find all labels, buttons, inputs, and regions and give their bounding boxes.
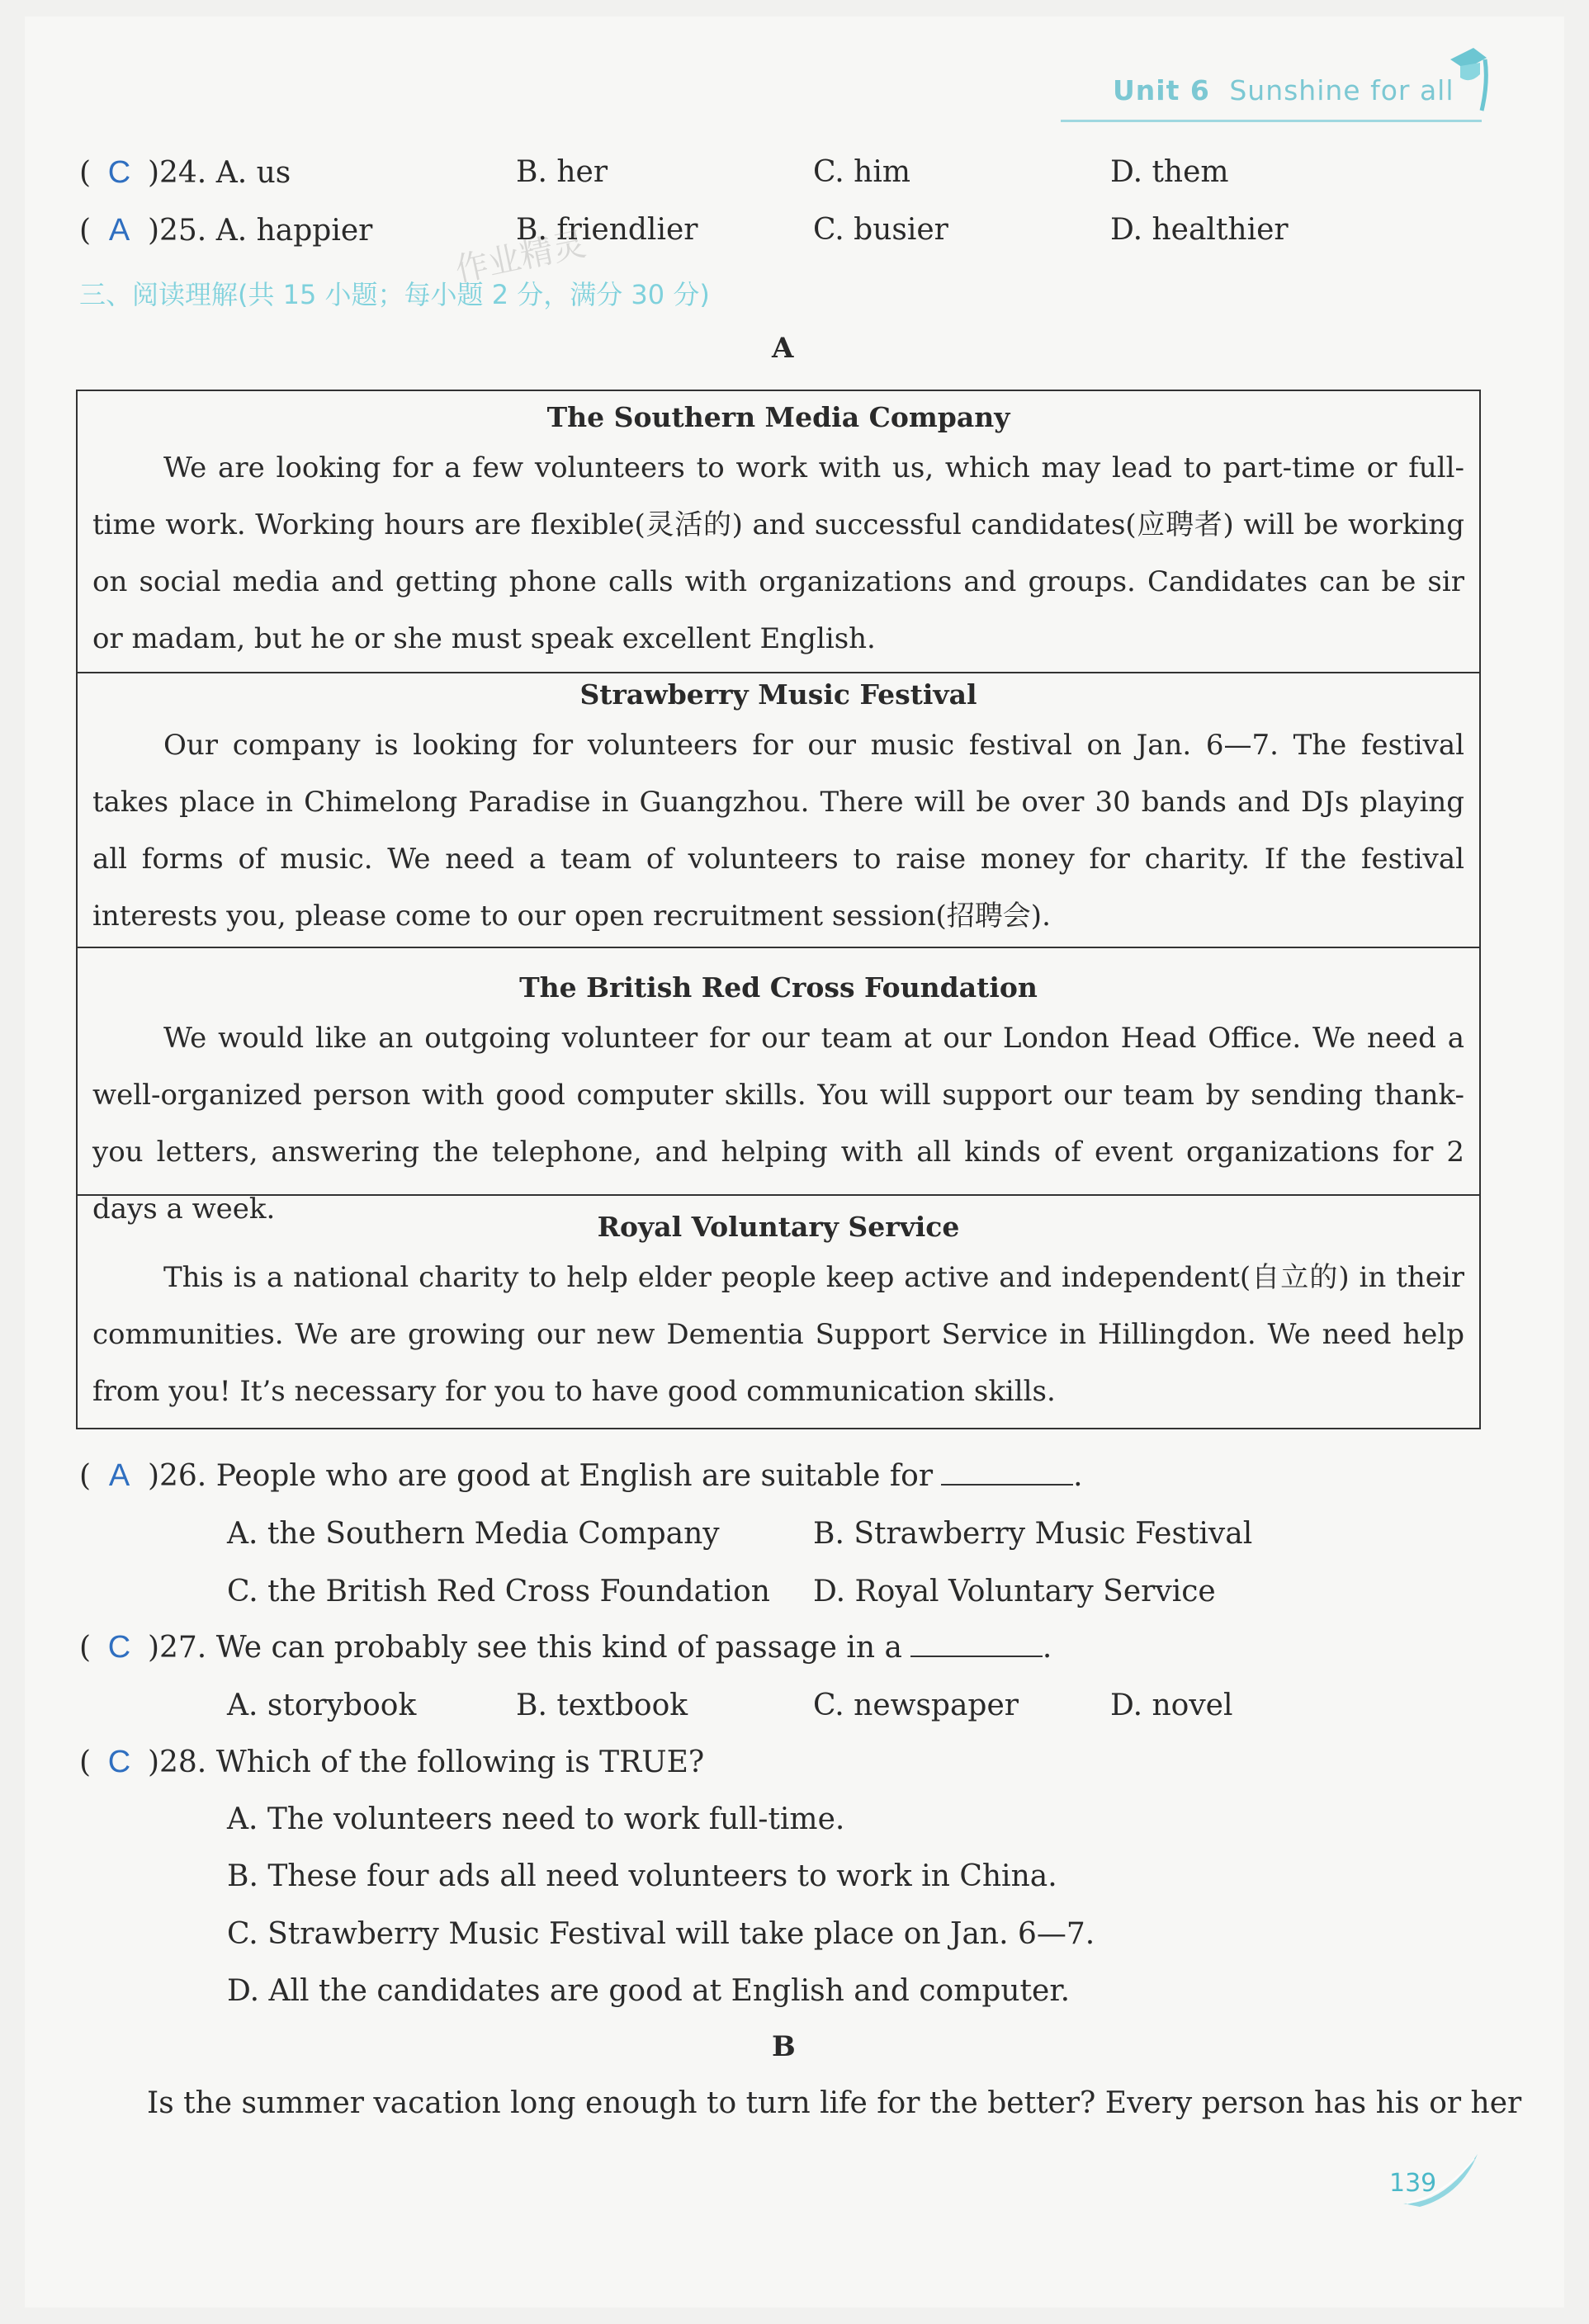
- option-26-b: B. Strawberry Music Festival: [813, 1517, 1253, 1551]
- ad-strawberry-festival: [78, 673, 1479, 948]
- passage-a-label: A: [772, 332, 794, 365]
- option-25-c: C. busier: [813, 213, 948, 247]
- option-24-b: B. her: [516, 155, 608, 189]
- ad-4-title: Royal Voluntary Service: [597, 1211, 960, 1243]
- ad-royal-voluntary: [78, 1196, 1479, 1428]
- option-28-a: A. The volunteers need to work full-time.: [227, 1802, 845, 1836]
- ad-1-title: The Southern Media Company: [546, 401, 1010, 433]
- question-25: ( A )25. A. happier: [79, 213, 373, 248]
- passage-b-first-line: Is the summer vacation long enough to turn life for the better? Every person has his or her: [147, 2086, 1522, 2120]
- mortarboard-icon: [1449, 41, 1488, 116]
- option-28-d: D. All the candidates are good at English and computer.: [227, 1974, 1071, 2008]
- answer-28: C: [107, 1745, 131, 1779]
- option-24-c: C. him: [813, 155, 910, 189]
- ad-3-title: The British Red Cross Foundation: [519, 971, 1038, 1004]
- ad-2-body: Our company is looking for volunteers for our music festival on Jan. 6—7. The festival takes place in Chimelong Paradise in Guangzhou. There will be over 30 bands and DJs playing all forms of music. We need a team of volunteers to raise money for charity. If the festival interests you, please come to our open recruitment session(招聘会).: [92, 729, 1464, 933]
- question-24: ( C )24. A. us: [79, 155, 291, 190]
- option-24-a: A. us: [215, 156, 291, 190]
- option-25-d: D. healthier: [1110, 213, 1289, 247]
- ad-red-cross: [78, 948, 1479, 1226]
- unit-title: Sunshine for all: [1229, 74, 1454, 106]
- option-26-d: D. Royal Voluntary Service: [813, 1575, 1216, 1608]
- question-28: ( C )28. Which of the following is TRUE?: [79, 1745, 705, 1779]
- unit-header: [1113, 74, 1454, 106]
- question-25-number: )25.: [147, 214, 207, 248]
- header-rule: [1061, 120, 1482, 122]
- ad-3-body: We would like an outgoing volunteer for our team at our London Head Office. We need a well-organized person with good computer skills. You will support our team by sending thank-you letters, answering the telephone, and helping with all kinds of event organizations for 2 days a week.: [92, 1022, 1464, 1226]
- passage-b-label: B: [772, 2030, 796, 2063]
- question-28-number: )28.: [147, 1745, 207, 1779]
- answer-26: A: [108, 1458, 130, 1493]
- option-25-a: A. happier: [215, 214, 373, 248]
- ad-southern-media: [78, 391, 1479, 673]
- option-27-b: B. textbook: [516, 1689, 688, 1722]
- answer-blank-27: [910, 1632, 1043, 1657]
- ad-4-body: This is a national charity to help elder people keep active and independent(自立的) in their communities. We are growing our new Dementia Support Service in Hillingdon. We need help from you! It’s necessary for you to have good communication skills.: [92, 1261, 1464, 1408]
- answer-25: A: [108, 213, 130, 248]
- question-28-stem: Which of the following is TRUE?: [215, 1745, 705, 1779]
- option-26-a: A. the Southern Media Company: [227, 1517, 720, 1551]
- option-25-b: B. friendlier: [516, 213, 698, 247]
- question-27-number: )27.: [147, 1631, 207, 1665]
- question-26-number: )26.: [147, 1459, 207, 1493]
- section-3-title: 三、阅读理解(共 15 小题；每小题 2 分，满分 30 分): [79, 279, 710, 310]
- question-26-stem: People who are good at English are suitable for: [215, 1459, 934, 1493]
- question-24-number: )24.: [147, 156, 207, 190]
- feather-icon: [1395, 2146, 1486, 2212]
- answer-blank-26: [941, 1461, 1073, 1486]
- page-number: 139: [1389, 2169, 1437, 2198]
- option-24-d: D. them: [1110, 155, 1229, 189]
- ad-1-body: We are looking for a few volunteers to work with us, which may lead to part-time or full-time work. Working hours are flexible(灵活的) and successful candidates(应聘者) will be working on social media and getting phone calls with organizations and groups. Candidates can be sir or madam, but he or she must speak excellent English.: [92, 451, 1464, 655]
- watermark: 作业精灵: [452, 224, 589, 290]
- unit-label: Unit 6: [1113, 74, 1210, 106]
- option-27-d: D. novel: [1110, 1689, 1233, 1722]
- option-28-b: B. These four ads all need volunteers to work in China.: [227, 1859, 1057, 1893]
- ads-table: [76, 390, 1481, 1429]
- option-26-c: C. the British Red Cross Foundation: [227, 1575, 770, 1608]
- answer-27: C: [107, 1630, 131, 1665]
- option-28-c: C. Strawberry Music Festival will take place on Jan. 6—7.: [227, 1917, 1095, 1951]
- option-27-a: A. storybook: [227, 1689, 417, 1722]
- answer-24: C: [107, 155, 131, 190]
- question-26: ( A )26. People who are good at English are suitable for .: [79, 1458, 1083, 1493]
- option-27-c: C. newspaper: [813, 1689, 1019, 1722]
- ad-2-title: Strawberry Music Festival: [579, 678, 977, 711]
- question-27: ( C )27. We can probably see this kind of passage in a .: [79, 1630, 1052, 1665]
- question-27-stem: We can probably see this kind of passage in a: [215, 1631, 902, 1665]
